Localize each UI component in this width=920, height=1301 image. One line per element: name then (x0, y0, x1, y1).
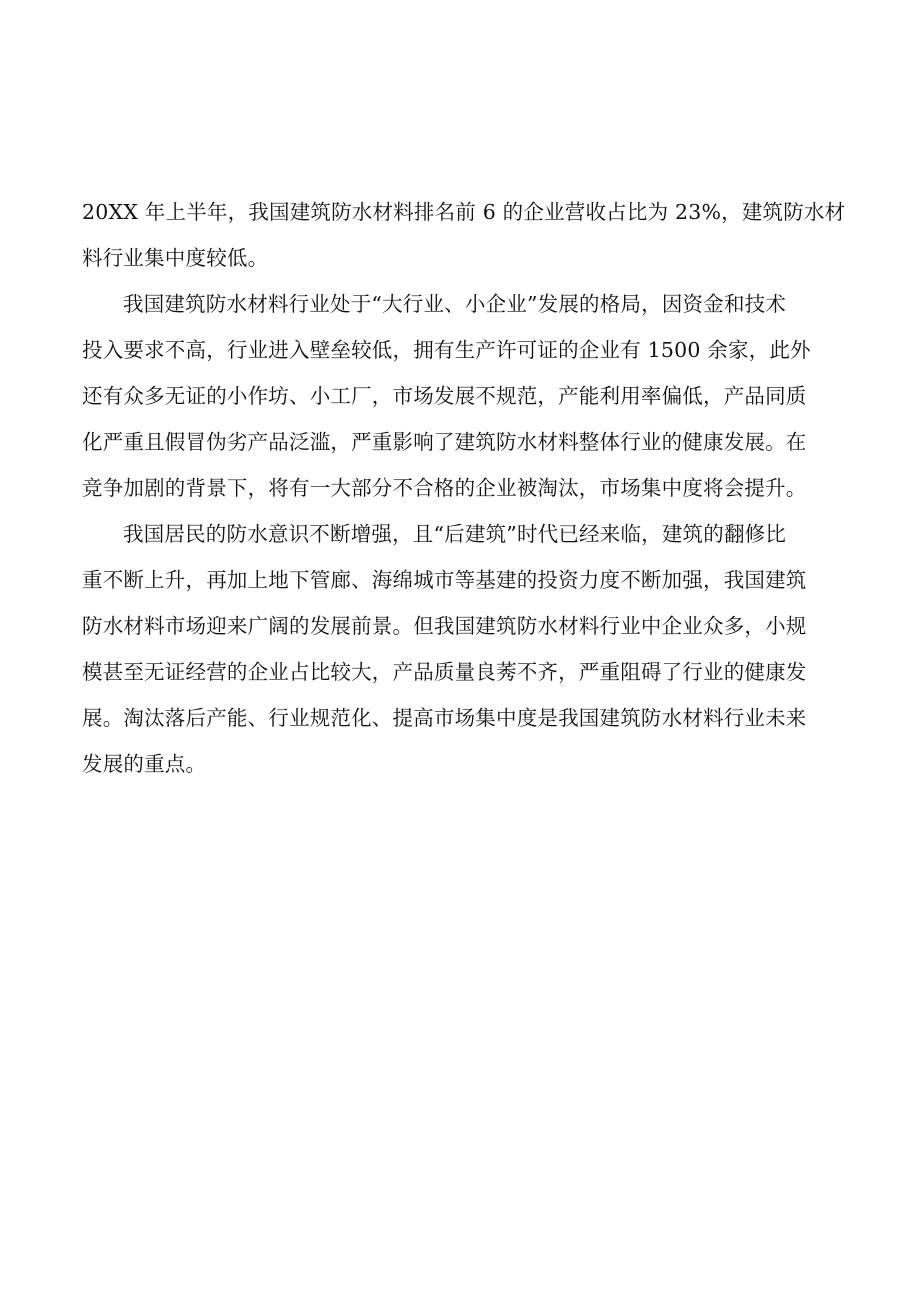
text-line: 重不断上升，再加上地下管廊、海绵城市等基建的投资力度不断加强，我国建筑 (82, 568, 807, 592)
paragraph-industry-structure (82, 281, 840, 511)
text-line: 我国居民的防水意识不断增强，且“后建筑”时代已经来临，建筑的翻修比 (123, 522, 787, 546)
text-line: 化严重且假冒伪劣产品泛滥，严重影响了建筑防水材料整体行业的健康发展。在 (82, 430, 807, 454)
paragraph-development-outlook (82, 511, 840, 787)
text-line: 竞争加剧的背景下，将有一大部分不合格的企业被淘汰，市场集中度将会提升。 (82, 476, 807, 500)
document-body (82, 189, 846, 787)
text-line: 料行业集中度较低。 (82, 246, 269, 270)
text-line: 模甚至无证经营的企业占比较大，产品质量良莠不齐，严重阻碍了行业的健康发 (82, 660, 807, 684)
text-line: 发展的重点。 (82, 752, 207, 776)
text-line: 20XX 年上半年，我国建筑防水材料排名前 6 的企业营收占比为 23%，建筑防水材 (82, 200, 846, 224)
text-line: 还有众多无证的小作坊、小工厂，市场发展不规范，产能利用率偏低，产品同质 (82, 384, 807, 408)
text-line: 展。淘汰落后产能、行业规范化、提高市场集中度是我国建筑防水材料行业未来 (82, 706, 807, 730)
text-line: 我国建筑防水材料行业处于“大行业、小企业”发展的格局，因资金和技术 (123, 292, 787, 316)
text-line: 防水材料市场迎来广阔的发展前景。但我国建筑防水材料行业中企业众多，小规 (82, 614, 807, 638)
paragraph-market-share (82, 189, 846, 281)
text-line: 投入要求不高，行业进入壁垒较低，拥有生产许可证的企业有 1500 余家，此外 (82, 338, 811, 362)
